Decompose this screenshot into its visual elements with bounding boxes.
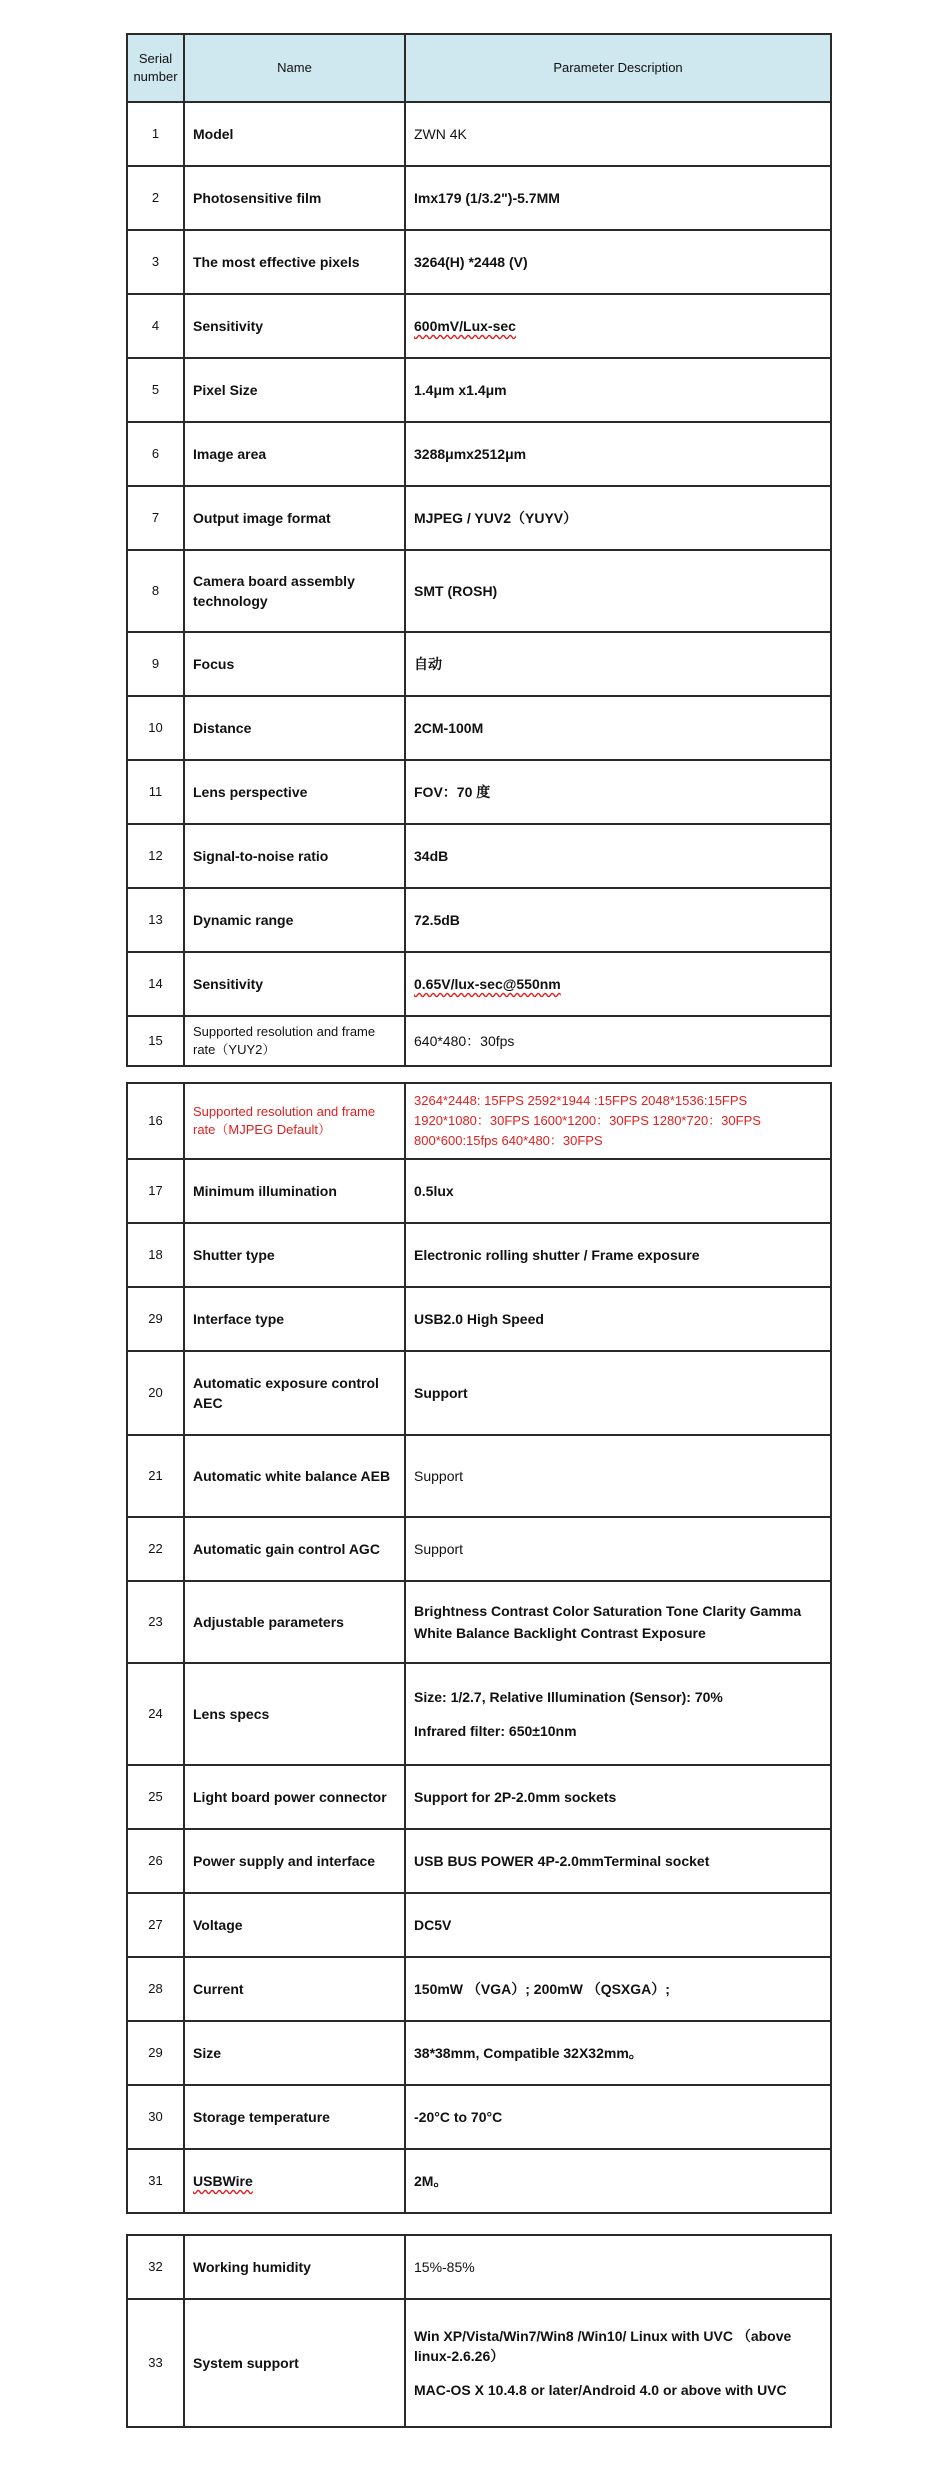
table-row — [127, 1581, 831, 1663]
row-serial: 21 — [127, 1435, 184, 1517]
row-name: Automatic white balance AEB — [184, 1435, 405, 1517]
row-value: 150mW （VGA）; 200mW （QSXGA）; — [405, 1957, 831, 2021]
row-value — [405, 1083, 831, 1159]
table-row — [127, 1351, 831, 1435]
table-row — [127, 2149, 831, 2213]
row-name: Output image format — [184, 486, 405, 550]
table-row — [127, 358, 831, 422]
row-name: Lens perspective — [184, 760, 405, 824]
row-serial: 33 — [127, 2299, 184, 2427]
row-value: FOV：70 度 — [405, 760, 831, 824]
table-row — [127, 1083, 831, 1159]
row-value: Support — [405, 1435, 831, 1517]
row-value: 0.5lux — [405, 1159, 831, 1223]
table-row — [127, 952, 831, 1016]
table-row — [127, 1223, 831, 1287]
row-name: Photosensitive film — [184, 166, 405, 230]
row-name: Supported resolution and frame rate（YUY2） — [184, 1016, 405, 1066]
row-value: ZWN 4K — [405, 102, 831, 166]
table-row — [127, 696, 831, 760]
row-serial: 30 — [127, 2085, 184, 2149]
table-row — [127, 760, 831, 824]
row-value — [405, 294, 831, 358]
row-value-line: 800*600:15fps 640*480：30FPS — [414, 1133, 603, 1148]
row-serial: 18 — [127, 1223, 184, 1287]
row-serial: 8 — [127, 550, 184, 632]
row-value: 1.4μm x1.4μm — [405, 358, 831, 422]
row-value: Support — [405, 1351, 831, 1435]
row-value: Support for 2P-2.0mm sockets — [405, 1765, 831, 1829]
row-name: Camera board assembly technology — [184, 550, 405, 632]
row-serial: 12 — [127, 824, 184, 888]
row-serial: 10 — [127, 696, 184, 760]
row-name-text: USBWire — [193, 2173, 253, 2189]
row-serial: 5 — [127, 358, 184, 422]
row-value: USB BUS POWER 4P-2.0mmTerminal socket — [405, 1829, 831, 1893]
row-serial: 27 — [127, 1893, 184, 1957]
row-serial: 32 — [127, 2235, 184, 2299]
row-serial: 26 — [127, 1829, 184, 1893]
row-name: Minimum illumination — [184, 1159, 405, 1223]
table-row — [127, 294, 831, 358]
header-description: Parameter Description — [405, 34, 831, 102]
row-serial: 11 — [127, 760, 184, 824]
row-value — [405, 2299, 831, 2427]
row-value: 自动 — [405, 632, 831, 696]
table-row — [127, 1765, 831, 1829]
row-name: Focus — [184, 632, 405, 696]
row-value: SMT (ROSH) — [405, 550, 831, 632]
row-value: 34dB — [405, 824, 831, 888]
row-serial: 29 — [127, 2021, 184, 2085]
row-name: Lens specs — [184, 1663, 405, 1765]
row-serial: 7 — [127, 486, 184, 550]
row-name: Power supply and interface — [184, 1829, 405, 1893]
row-name: The most effective pixels — [184, 230, 405, 294]
table-row — [127, 230, 831, 294]
table-row — [127, 2299, 831, 2427]
header-serial: Serial number — [127, 34, 184, 102]
table-row — [127, 166, 831, 230]
spec-table-2 — [126, 1082, 832, 2214]
table-row — [127, 1287, 831, 1351]
row-name: Automatic gain control AGC — [184, 1517, 405, 1581]
row-serial: 4 — [127, 294, 184, 358]
row-name: Interface type — [184, 1287, 405, 1351]
table-row — [127, 888, 831, 952]
spec-table-3 — [126, 2234, 832, 2428]
table-header-row — [127, 34, 831, 102]
row-name: Signal-to-noise ratio — [184, 824, 405, 888]
row-name — [184, 2149, 405, 2213]
row-serial: 23 — [127, 1581, 184, 1663]
row-name: Shutter type — [184, 1223, 405, 1287]
row-value-line: Size: 1/2.7, Relative Illumination (Sensor): 70% — [414, 1689, 723, 1705]
row-name: Supported resolution and frame rate（MJPEG Default） — [184, 1083, 405, 1159]
row-name: Distance — [184, 696, 405, 760]
row-value: Imx179 (1/3.2")-5.7MM — [405, 166, 831, 230]
table-row — [127, 824, 831, 888]
row-value: 2M。 — [405, 2149, 831, 2213]
row-name: Image area — [184, 422, 405, 486]
row-serial: 1 — [127, 102, 184, 166]
row-name: Size — [184, 2021, 405, 2085]
row-serial: 6 — [127, 422, 184, 486]
row-serial: 20 — [127, 1351, 184, 1435]
row-serial: 13 — [127, 888, 184, 952]
row-value-line: 3264*2448: 15FPS 2592*1944 :15FPS 2048*1536:15FPS — [414, 1093, 748, 1108]
table-row — [127, 1663, 831, 1765]
table-row — [127, 1517, 831, 1581]
row-value: 72.5dB — [405, 888, 831, 952]
row-serial: 2 — [127, 166, 184, 230]
table-row — [127, 486, 831, 550]
row-name: Adjustable parameters — [184, 1581, 405, 1663]
row-value: 38*38mm, Compatible 32X32mm。 — [405, 2021, 831, 2085]
row-serial: 25 — [127, 1765, 184, 1829]
row-value: 3288μmx2512μm — [405, 422, 831, 486]
row-value: Brightness Contrast Color Saturation Tone Clarity Gamma White Balance Backlight Contrast Exposure — [405, 1581, 831, 1663]
row-value: 640*480：30fps — [405, 1016, 831, 1066]
row-name: Light board power connector — [184, 1765, 405, 1829]
table-row — [127, 2085, 831, 2149]
row-name: Voltage — [184, 1893, 405, 1957]
row-serial: 22 — [127, 1517, 184, 1581]
table-row — [127, 1016, 831, 1066]
row-value-text: 0.65V/lux-sec@550nm — [414, 976, 561, 992]
row-name: Storage temperature — [184, 2085, 405, 2149]
table-row — [127, 632, 831, 696]
row-value-line: MAC-OS X 10.4.8 or later/Android 4.0 or above with UVC — [414, 2382, 787, 2398]
row-value-text: 600mV/Lux-sec — [414, 318, 516, 334]
table-row — [127, 550, 831, 632]
row-serial: 24 — [127, 1663, 184, 1765]
row-value: Support — [405, 1517, 831, 1581]
table-row — [127, 1957, 831, 2021]
row-value-line: Win XP/Vista/Win7/Win8 /Win10/ Linux with UVC （above linux-2.6.26） — [414, 2328, 792, 2364]
row-serial: 17 — [127, 1159, 184, 1223]
row-name: Working humidity — [184, 2235, 405, 2299]
row-name: Model — [184, 102, 405, 166]
row-value: -20°C to 70°C — [405, 2085, 831, 2149]
row-name: Sensitivity — [184, 952, 405, 1016]
row-serial: 3 — [127, 230, 184, 294]
row-name: System support — [184, 2299, 405, 2427]
row-serial: 28 — [127, 1957, 184, 2021]
table-row — [127, 422, 831, 486]
row-name: Automatic exposure control AEC — [184, 1351, 405, 1435]
table-row — [127, 1435, 831, 1517]
row-value: DC5V — [405, 1893, 831, 1957]
header-name: Name — [184, 34, 405, 102]
row-value: USB2.0 High Speed — [405, 1287, 831, 1351]
row-serial: 14 — [127, 952, 184, 1016]
table-row — [127, 2021, 831, 2085]
row-value-line: Infrared filter: 650±10nm — [414, 1723, 577, 1739]
row-serial: 31 — [127, 2149, 184, 2213]
row-serial: 9 — [127, 632, 184, 696]
row-name: Sensitivity — [184, 294, 405, 358]
row-value — [405, 1663, 831, 1765]
spec-table-1 — [126, 33, 832, 1067]
row-serial: 15 — [127, 1016, 184, 1066]
row-name: Dynamic range — [184, 888, 405, 952]
table-row — [127, 1159, 831, 1223]
table-row — [127, 1829, 831, 1893]
table-row — [127, 102, 831, 166]
row-value: 3264(H) *2448 (V) — [405, 230, 831, 294]
row-value: 15%-85% — [405, 2235, 831, 2299]
row-serial: 29 — [127, 1287, 184, 1351]
table-row — [127, 1893, 831, 1957]
row-name: Pixel Size — [184, 358, 405, 422]
row-value: Electronic rolling shutter / Frame exposure — [405, 1223, 831, 1287]
row-value: MJPEG / YUV2（YUYV） — [405, 486, 831, 550]
row-value-line: 1920*1080：30FPS 1600*1200：30FPS 1280*720：30FPS — [414, 1113, 761, 1128]
table-row — [127, 2235, 831, 2299]
row-value — [405, 952, 831, 1016]
row-serial: 16 — [127, 1083, 184, 1159]
row-name: Current — [184, 1957, 405, 2021]
row-value: 2CM-100M — [405, 696, 831, 760]
